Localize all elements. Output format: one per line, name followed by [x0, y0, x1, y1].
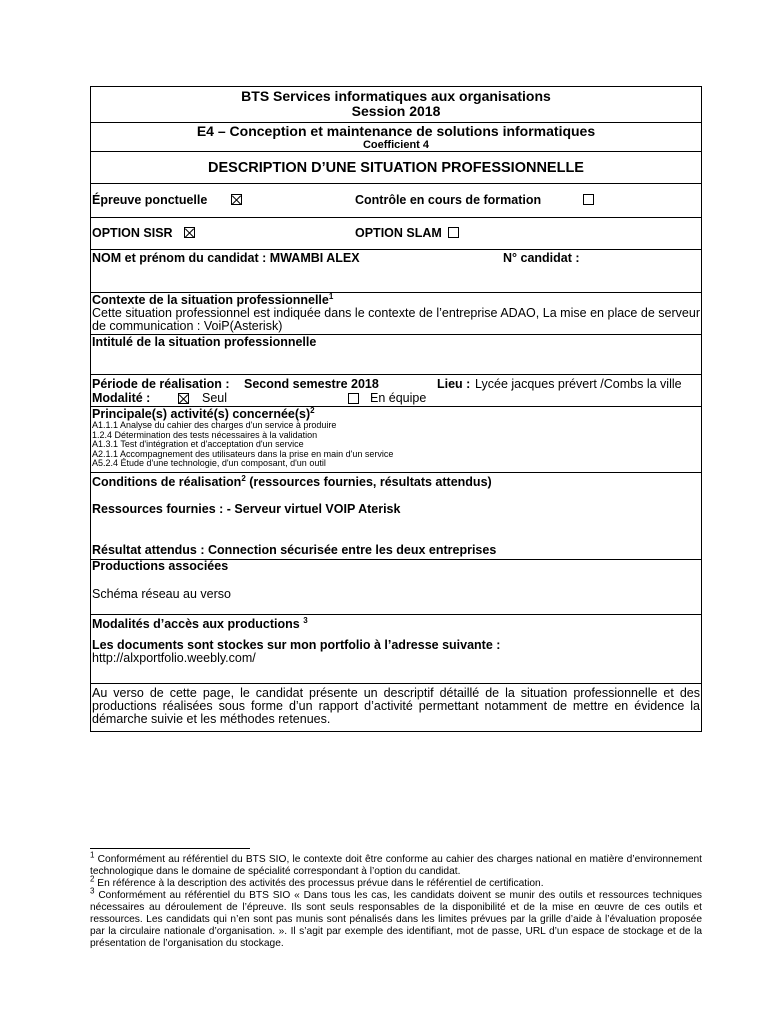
activite-item: A5.2.4 Étude d'une technologie, d'un composant, d'un outil [92, 458, 326, 468]
conditions-heading [92, 473, 700, 489]
session-title: Session 2018 [351, 103, 441, 119]
contexte-label: Contexte de la situation professionnelle [92, 293, 329, 307]
candidat-name: NOM et prénom du candidat : MWAMBI ALEX [92, 251, 360, 265]
productions-text: Schéma réseau au verso [92, 587, 231, 601]
footnotes [90, 848, 702, 950]
section-title: DESCRIPTION D’UNE SITUATION PROFESSIONNELLE [208, 160, 584, 176]
activites-label: Principale(s) activité(s) concernée(s) [92, 407, 311, 421]
activites-footnote-ref: 2 [310, 405, 315, 415]
conditions-label: Conditions de réalisation [92, 475, 242, 489]
footnote-1-text: Conformément au référentiel du BTS SIO, le contexte doit être conforme au cahier des charges national en matière d’environnement technologique dans le domaine de spécialité correspondant à l’option du candidat. [90, 854, 702, 877]
situation-form [90, 86, 702, 732]
portfolio-url[interactable]: http://alxportfolio.weebly.com/ [92, 651, 256, 665]
lieu-value: Lycée jacques prévert /Combs la ville [475, 377, 682, 391]
productions-label: Productions associées [92, 559, 229, 573]
epreuve-ponctuelle-checkbox[interactable] [231, 194, 242, 205]
controle-label: Contrôle en cours de formation [355, 193, 542, 207]
resultat-attendus: Résultat attendus : Connection sécurisée entre les deux entreprises [92, 543, 497, 557]
bts-title: BTS Services informatiques aux organisations [241, 88, 551, 104]
option-sisr-label: OPTION SISR [92, 226, 173, 240]
option-slam-label: OPTION SLAM [355, 226, 442, 240]
footnote-2-text: En référence à la description des activités des processus prévue dans le référentiel de certification. [97, 878, 544, 889]
lieu-label: Lieu : [437, 377, 471, 391]
modalites-heading [92, 615, 700, 631]
contexte-row [91, 293, 701, 335]
seul-label: Seul [202, 391, 228, 405]
exam-title: E4 – Conception et maintenance de solutions informatiques [196, 123, 596, 139]
activite-item: A2.1.1 Accompagnement des utilisateurs dans la prise en main d'un service [92, 448, 394, 459]
periode-label: Période de réalisation : [92, 377, 230, 391]
candidat-number-label: N° candidat : [503, 251, 580, 265]
footnote-separator [90, 848, 250, 849]
portfolio-label: Les documents sont stockes sur mon portfolio à l’adresse suivante : [92, 638, 501, 652]
seul-checkbox[interactable] [178, 393, 189, 404]
modalites-label: Modalités d’accès aux productions [92, 617, 300, 631]
footnote-3 [90, 886, 702, 950]
epreuve-ponctuelle-label: Épreuve ponctuelle [92, 193, 208, 207]
periode-value: Second semestre 2018 [244, 377, 379, 391]
intitule-row [91, 335, 701, 375]
contexte-footnote-ref: 1 [328, 291, 334, 301]
exam-row [91, 123, 701, 152]
controle-checkbox[interactable] [583, 194, 594, 205]
option-row [91, 218, 701, 250]
footnote-1-mark: 1 [90, 850, 95, 860]
equipe-label: En équipe [370, 391, 427, 405]
intitule-label: Intitulé de la situation professionnelle [92, 335, 317, 349]
activite-item: A1.3.1 Test d'intégration et d'acceptation d'un service [92, 439, 304, 449]
contexte-text: Cette situation professionnel est indiquée dans le contexte de l’entreprise ADAO, La mise en place de serveur de communication : VoiP(Asterisk) [92, 306, 700, 333]
modalites-footnote-ref: 3 [303, 615, 308, 625]
epreuve-row [91, 184, 701, 218]
footnote-3-text: Conformément au référentiel du BTS SIO « Dans tous les cas, les candidats doivent se munir des outils et ressources techniques nécessaires au déroulement de l’épreuve. Ils sont seuls responsables de la disponibilité et de la mise en œuvre de ces outils et ressources. Les candidats qui n’en sont pas munis sont pénalisés dans les limites prévues par la grille d’aide à l’évaluation proposée par la circulaire nationale d’organisation. ». Il s’agit par exemple des identifiant, mot de passe, URL d’un espace de stockage et de la présentation de l’organisation du stockage. [90, 890, 702, 949]
footnote-2-mark: 2 [90, 874, 95, 884]
equipe-checkbox[interactable] [348, 393, 359, 404]
activite-item: A1.1.1 Analyse du cahier des charges d'un service à produire [92, 420, 337, 430]
candidat-row [91, 250, 701, 293]
conditions-label-rest: (ressources fournies, résultats attendus) [245, 475, 492, 489]
footnote-3-mark: 3 [90, 886, 95, 896]
header-title-row [91, 87, 701, 123]
modalites-row [91, 615, 701, 684]
conditions-footnote-ref: 2 [241, 473, 246, 483]
verso-row [91, 684, 701, 731]
activites-row [91, 407, 701, 473]
verso-text: Au verso de cette page, le candidat présente un descriptif détaillé de la situation professionnelle et des productions réalisées sous forme d’un rapport d’activité permettant notamment de mettre en évidence la démarche suivie et les méthodes retenues. [92, 686, 700, 726]
footnote-1 [90, 850, 702, 878]
option-sisr-checkbox[interactable] [184, 227, 195, 238]
coefficient: Coefficient 4 [362, 139, 429, 151]
productions-row [91, 560, 701, 615]
ressources-fournies: Ressources fournies : - Serveur virtuel VOIP Aterisk [92, 502, 401, 516]
periode-row [91, 375, 701, 407]
conditions-row [91, 473, 701, 560]
modalite-label: Modalité : [92, 391, 151, 405]
section-title-row [91, 152, 701, 184]
option-slam-checkbox[interactable] [448, 227, 459, 238]
activite-item: 1.2.4 Détermination des tests nécessaires à la validation [92, 429, 318, 440]
footnote-2 [90, 874, 702, 890]
